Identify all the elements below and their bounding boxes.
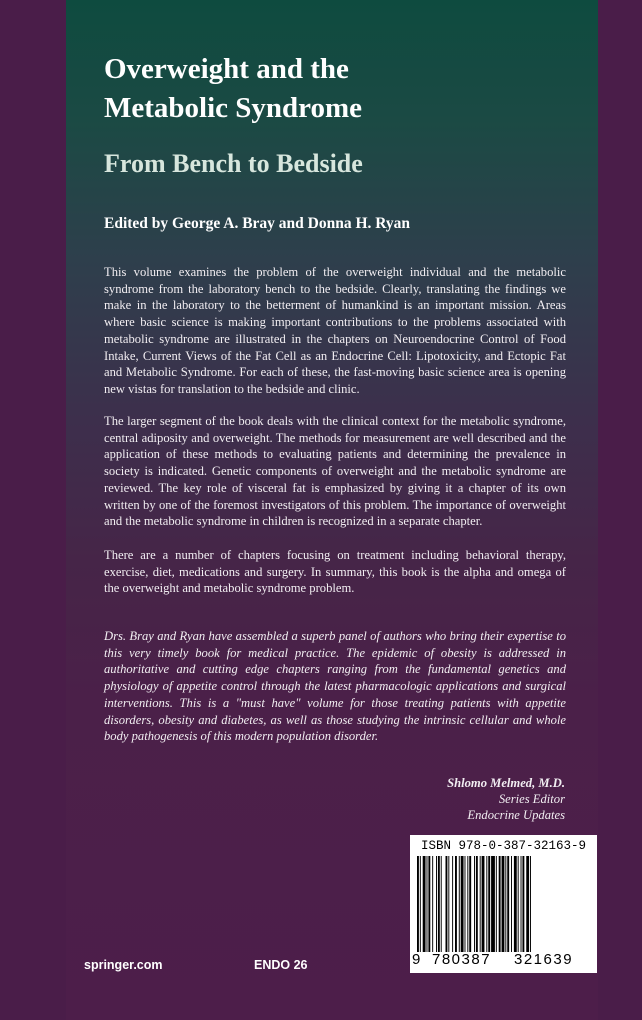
endorsement-quote: Drs. Bray and Ryan have assembled a superb panel of authors who bring their expertise to this very timely book for medical practice. The epidemic of obesity is addressed in authoritative and cutting edge chapters ranging from the fundamental genetics and physiology of appetite control through the latest pharmacologic applications and surgical interventions. This is a "must have" volume for those treating patients with appetite disorders, obesity and diabetes, as well as those studying the intrinsic cellular and whole body pathogenesis of this modern population disorder. [104, 629, 566, 744]
barcode-bar [522, 856, 524, 952]
barcode-bar [438, 856, 440, 952]
barcode-digit-group-2: 321639 [514, 951, 574, 968]
barcode-bar [514, 856, 517, 952]
barcode-bar [507, 856, 509, 952]
barcode-bar [502, 856, 505, 952]
barcode-digit-group-1: 780387 [432, 951, 492, 968]
barcode-bar [427, 856, 428, 952]
barcode-bar [465, 856, 466, 952]
barcode-bar [448, 856, 449, 952]
barcode-bar [467, 856, 468, 952]
right-frame [598, 0, 642, 1020]
barcode-bar [432, 856, 433, 952]
left-frame [0, 0, 66, 1020]
barcode-bar [505, 856, 506, 952]
editors-line: Edited by George A. Bray and Donna H. Ryan [104, 215, 411, 232]
barcode-bar [482, 856, 485, 952]
book-subtitle: From Bench to Bedside [104, 149, 363, 178]
barcode-bar [420, 856, 421, 952]
barcode-bar [530, 856, 531, 952]
endorser-name: Shlomo Melmed, M.D. [447, 776, 565, 790]
book-title [104, 50, 564, 128]
barcode-bar [480, 856, 481, 952]
endorser-series: Endocrine Updates [467, 808, 565, 822]
barcode-bar [461, 856, 464, 952]
barcode-bar [526, 856, 529, 952]
publisher-site: springer.com [84, 958, 163, 972]
description-paragraph-3: There are a number of chapters focusing on treatment including behavioral therapy, exercise, diet, medications and surgery. In summary, this book is the alpha and omega of the overweight and metabolic syndrome problem. [104, 548, 566, 596]
barcode-bars [416, 856, 591, 952]
barcode-bar [511, 856, 512, 952]
title-line-2: Metabolic Syndrome [104, 92, 363, 124]
barcode-bar [518, 856, 519, 952]
endorser-role: Series Editor [498, 792, 565, 806]
series-number: ENDO 26 [254, 958, 308, 972]
barcode-bar [455, 856, 457, 952]
barcode-bar [491, 856, 495, 952]
title-line-1: Overweight and the [104, 53, 349, 85]
barcode-bar [417, 856, 419, 952]
description-paragraph-2: The larger segment of the book deals with the clinical context for the metabolic syndrome, central adiposity and overweight. The methods for measurement are well described and the application of these methods to evaluating patients and determining the prevalence in society is indicated. Genetic components of overweight and the metabolic syndrome are reviewed. The key role of visceral fat is emphasized by giving it a chapter of its own written by one of the foremost investigators of this problem. The importance of overweight and the metabolic syndrome in children is recognized in a separate chapter. [104, 414, 566, 529]
barcode-digits [410, 951, 597, 971]
barcode-digit-first: 9 [412, 951, 421, 968]
barcode-bar [469, 856, 471, 952]
barcode-bar [428, 856, 430, 952]
barcode-bar [486, 856, 487, 952]
isbn-barcode [410, 835, 597, 973]
isbn-text: ISBN 978-0-387-32163-9 [420, 839, 587, 853]
barcode-bar [423, 856, 426, 952]
barcode-bar [441, 856, 442, 952]
barcode-bar [488, 856, 490, 952]
barcode-bar [496, 856, 497, 952]
description-paragraph-1: This volume examines the problem of the overweight individual and the metabolic syndrome from the laboratory bench to the bedside. Clearly, translating the findings we make in the laboratory to the betterment of humankind is an important mission. Areas where basic science is making important contributions to the problems associated with metabolic syndrome are illustrated in the chapters on Neuroendocrine Control of Food Intake, Current Views of the Fat Cell as an Endocrine Cell: Lipotoxicity, and Ectopic Fat and Metabolic Syndrome. For each of these, the fast-moving basic science area is opening new vistas for translation to the bedside and clinic. [104, 265, 566, 396]
barcode-bar [476, 856, 478, 952]
barcode-bar [474, 856, 475, 952]
barcode-bar [446, 856, 448, 952]
barcode-bar [452, 856, 453, 952]
barcode-bar [499, 856, 501, 952]
barcode-bar [436, 856, 437, 952]
barcode-bar [521, 856, 522, 952]
barcode-bar [459, 856, 460, 952]
